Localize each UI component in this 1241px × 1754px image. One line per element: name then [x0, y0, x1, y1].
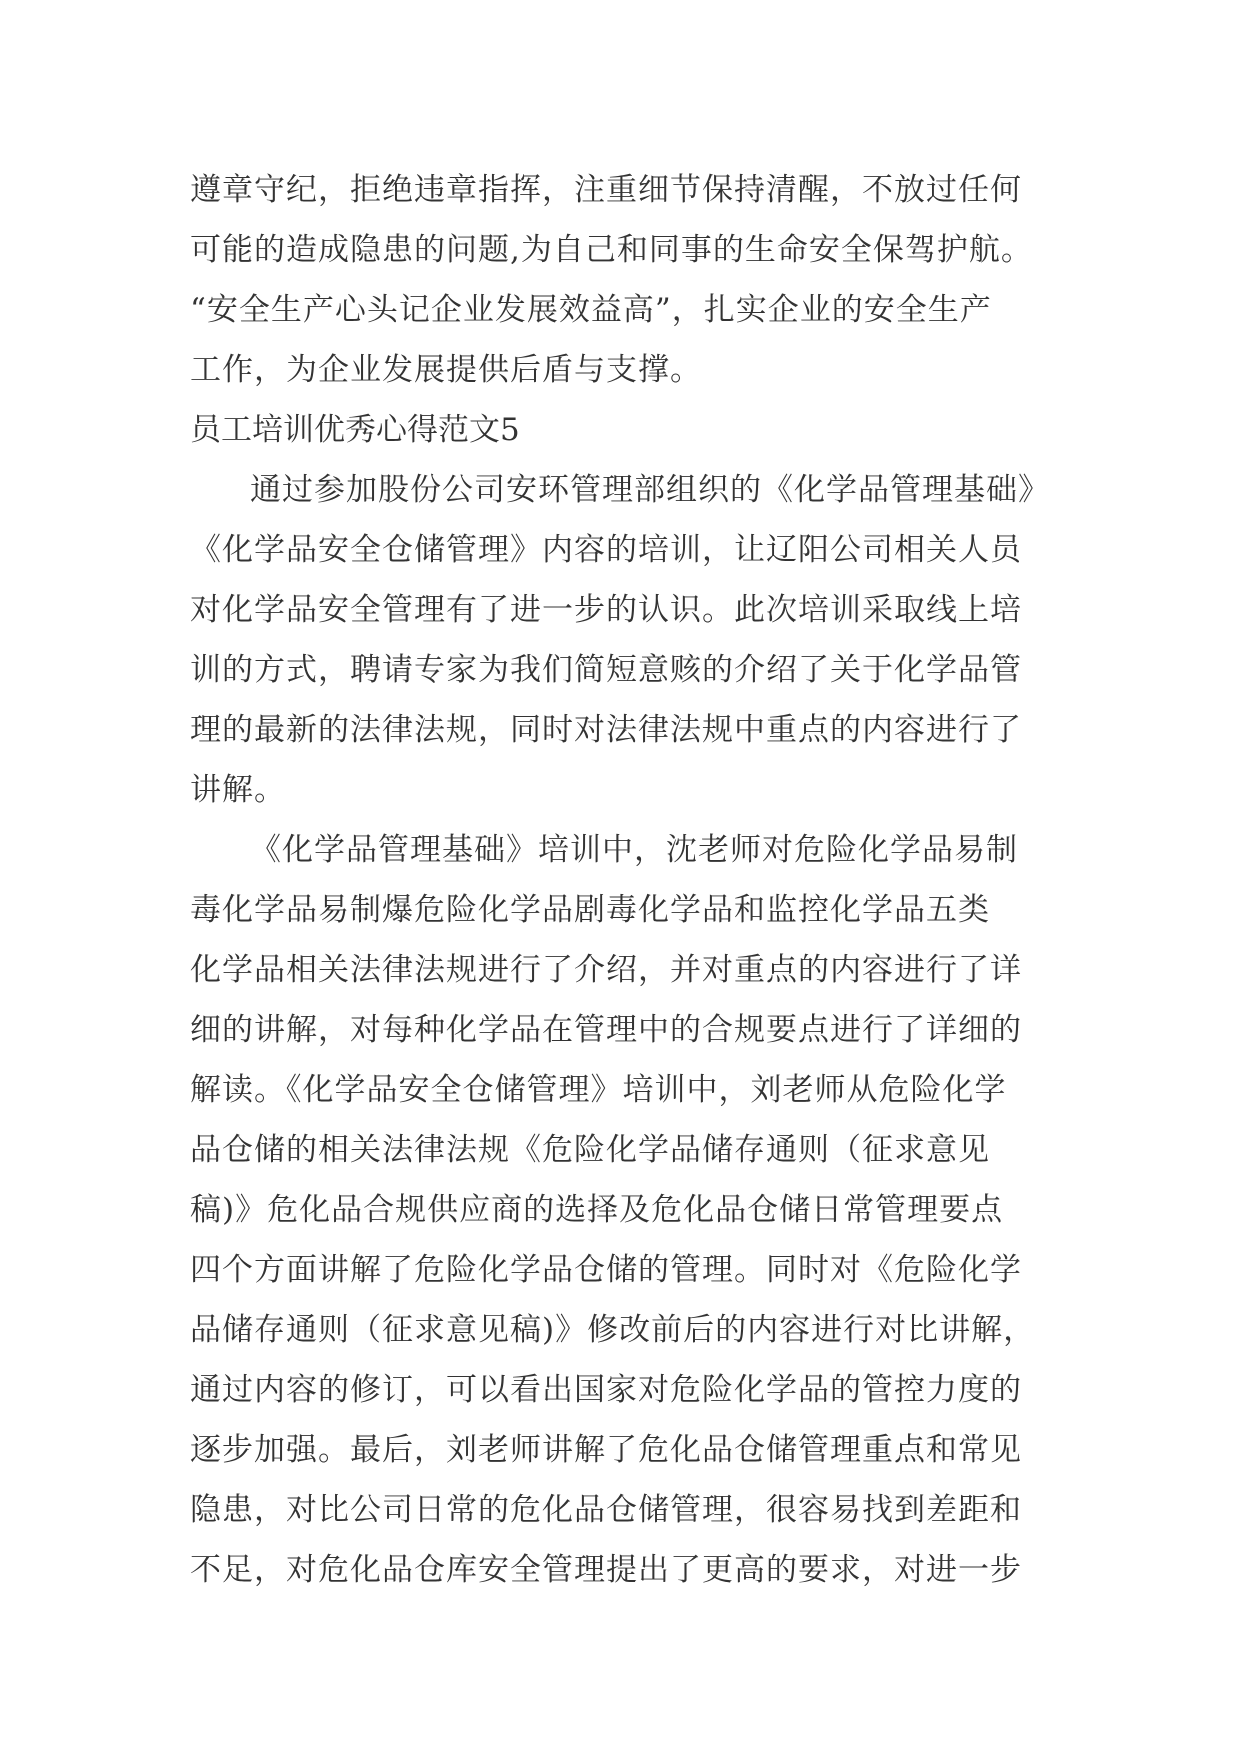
text-line: 隐患，对比公司日常的危化品仓储管理，很容易找到差距和 [190, 1492, 1022, 1528]
section-heading: 员工培训优秀心得范文5 [190, 412, 520, 448]
text-line: 细的讲解，对每种化学品在管理中的合规要点进行了详细的 [190, 1012, 1022, 1048]
document-body [190, 160, 1060, 1600]
text-line: 遵章守纪，拒绝违章指挥，注重细节保持清醒，不放过任何 [190, 172, 1022, 208]
paragraph-first-line: 通过参加股份公司安环管理部组织的《化学品管理基础》 [250, 472, 1050, 508]
text-line: 训的方式，聘请专家为我们简短意赅的介绍了关于化学品管 [190, 652, 1022, 688]
text-line: 品储存通则（征求意见稿)》修改前后的内容进行对比讲解， [190, 1312, 1036, 1348]
text-line: 可能的造成隐患的问题,为自己和同事的生命安全保驾护航。 [190, 232, 1033, 268]
text-line: 不足，对危化品仓库安全管理提出了更高的要求，对进一步 [190, 1552, 1022, 1588]
text-line: 化学品相关法律法规进行了介绍，并对重点的内容进行了详 [190, 952, 1022, 988]
text-line: 稿)》危化品合规供应商的选择及危化品仓储日常管理要点 [190, 1192, 1004, 1228]
text-line: 毒化学品易制爆危险化学品剧毒化学品和监控化学品五类 [190, 892, 990, 928]
text-line: 解读。《化学品安全仓储管理》培训中，刘老师从危险化学 [190, 1072, 1007, 1108]
text-line: 对化学品安全管理有了进一步的认识。此次培训采取线上培 [190, 592, 1022, 628]
text-line: 《化学品安全仓储管理》内容的培训，让辽阳公司相关人员 [190, 532, 1022, 568]
text-line: 讲解。 [190, 772, 286, 808]
text-line: 工作，为企业发展提供后盾与支撑。 [190, 352, 702, 388]
text-line: “安全生产心头记企业发展效益高”，扎实企业的安全生产 [190, 292, 992, 328]
text-line: 逐步加强。最后，刘老师讲解了危化品仓储管理重点和常见 [190, 1432, 1022, 1468]
text-line: 通过内容的修订，可以看出国家对危险化学品的管控力度的 [190, 1372, 1022, 1408]
text-line: 理的最新的法律法规，同时对法律法规中重点的内容进行了 [190, 712, 1022, 748]
text-line: 品仓储的相关法律法规《危险化学品储存通则（征求意见 [190, 1132, 990, 1168]
paragraph-first-line: 《化学品管理基础》培训中，沈老师对危险化学品易制 [250, 832, 1018, 868]
text-line: 四个方面讲解了危险化学品仓储的管理。同时对《危险化学 [190, 1252, 1022, 1288]
